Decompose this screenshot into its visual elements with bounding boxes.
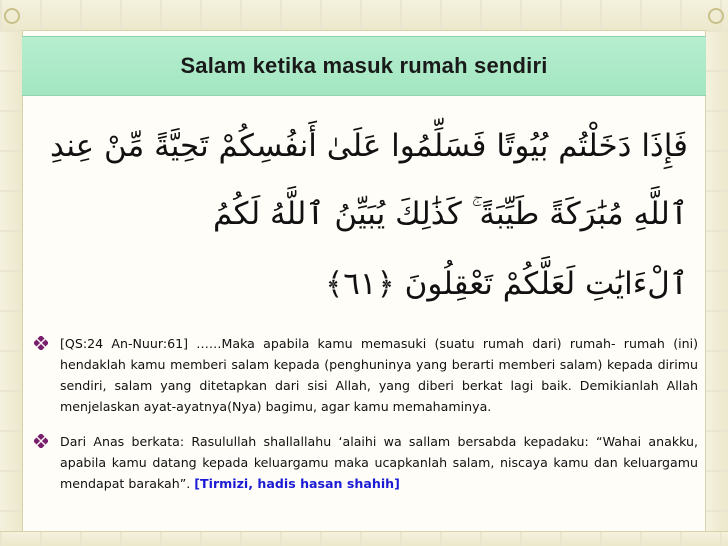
slide-title: Salam ketika masuk rumah sendiri xyxy=(180,53,548,78)
arabic-verse-line-1: فَإِذَا دَخَلْتُم بُيُوتًا فَسَلِّمُوا عَلَىٰ أَنفُسِكُمْ تَحِيَّةً مِّنْ عِندِ xyxy=(50,128,688,164)
bullet-text: [QS:24 An-Nuur:61] ……Maka apabila kamu memasuki (suatu rumah dari) rumah- rumah (ini) hendaklah kamu memberi salam kepada (penghuninya yang berarti memberi salam) kepada dirimu sendiri, salam yang ditetapkan dari sisi Allah, yang diberi berkat lagi baik. Demikianlah Allah menjelaskan ayat-ayatnya(Nya) bagimu, agar kamu memahaminya. xyxy=(60,336,698,414)
ornamental-border-top xyxy=(0,0,728,31)
ornamental-border-bottom xyxy=(0,531,728,546)
diamond-bullet-icon xyxy=(34,434,48,448)
ornamental-border-left xyxy=(0,30,23,532)
bullet-text: Dari Anas berkata: Rasulullah shallallahu ‘alaihi wa sallam bersabda kepadaku: “Wahai anakku, apabila kamu datang kepada keluargamu maka ucapkanlah salam, niscaya kamu dan keluargamu mendapat barakah”. xyxy=(60,434,698,491)
corner-ornament-icon xyxy=(708,8,724,24)
bullet-list xyxy=(34,333,698,508)
corner-ornament-icon xyxy=(4,8,20,24)
title-bar xyxy=(22,36,706,96)
bullet-item xyxy=(34,333,698,417)
diamond-bullet-icon xyxy=(34,336,48,350)
ornamental-border-right xyxy=(705,30,728,532)
hadith-citation: [Tirmizi, hadis hasan shahih] xyxy=(194,476,400,491)
arabic-verse-line-2: ٱللَّهِ مُبَٰرَكَةً طَيِّبَةً ۚ كَذَٰلِكَ يُبَيِّنُ ٱللَّهُ لَكُمُ xyxy=(212,196,688,232)
bullet-item xyxy=(34,431,698,494)
arabic-verse-line-3: ٱلْءَايَٰتِ لَعَلَّكُمْ تَعْقِلُونَ ﴿٦١﴾ xyxy=(325,266,688,302)
